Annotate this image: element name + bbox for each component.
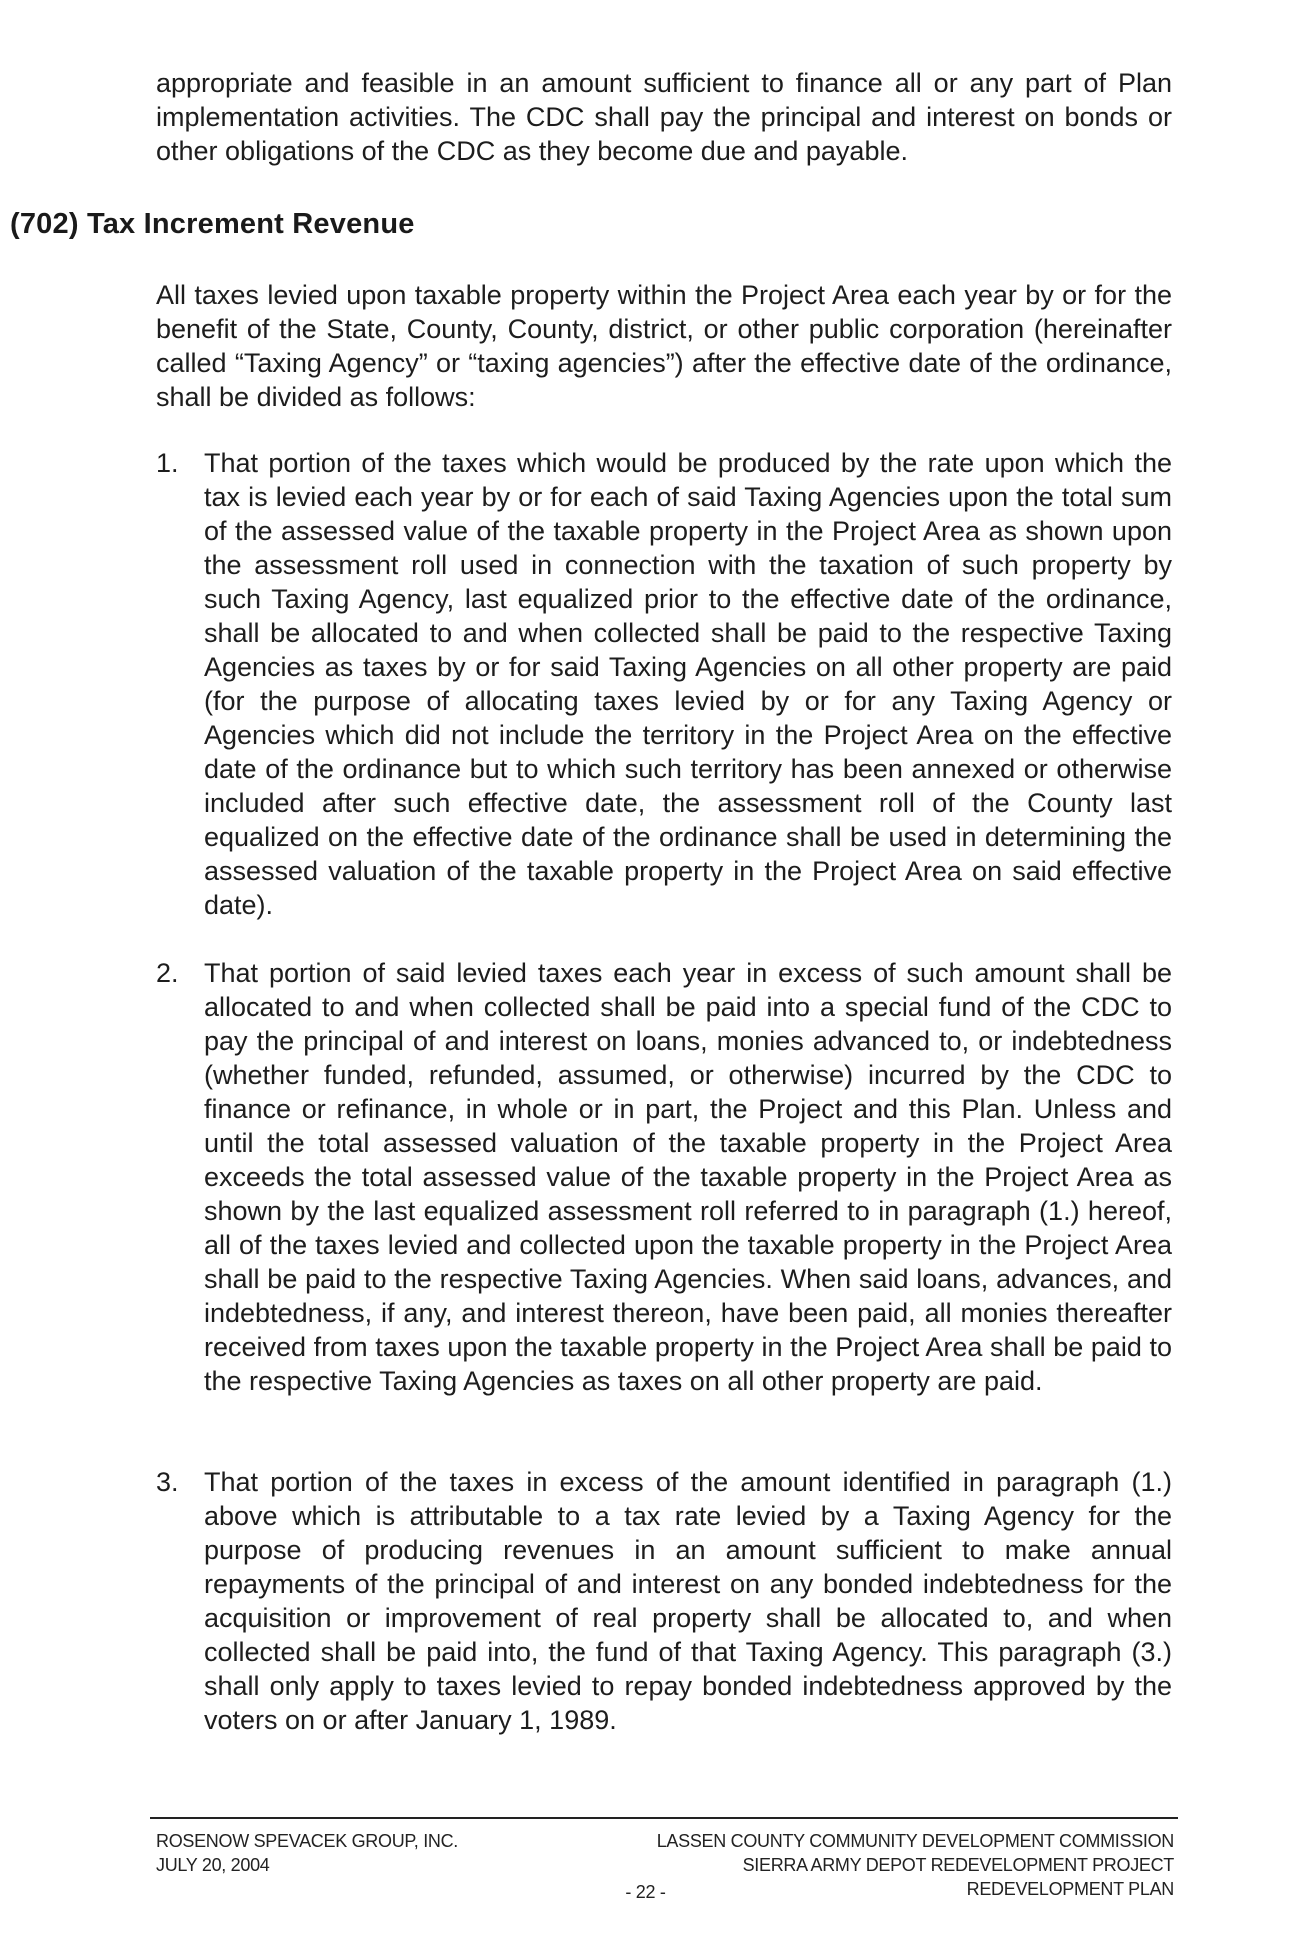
footer-plan: REDEVELOPMENT PLAN (966, 1879, 1174, 1899)
footer-project: SIERRA ARMY DEPOT REDEVELOPMENT PROJECT (742, 1855, 1174, 1875)
footer-divider (150, 1817, 1178, 1819)
footer-company: ROSENOW SPEVACEK GROUP, INC. (156, 1831, 458, 1851)
list-item-text: That portion of said levied taxes each year in excess of such amount shall be allocated to and when collected shall be paid into a special fund of the CDC to pay the principal of and interest on loans, monies advanced to, or indebtedness (whether funded, refunded, assumed, or otherwise) incurred by the CDC to finance or refinance, in whole or in part, the Project and this Plan. Unless and until the total assessed valuation of the taxable property in the Project Area exceeds the total assessed value of the taxable property in the Project Area as shown by the last equalized assessment roll referred to in paragraph (1.) hereof, all of the taxes levied and collected upon the taxable property in the Project Area shall be paid to the respective Taxing Agencies. When said loans, advances, and indebtedness, if any, and interest thereon, have been paid, all monies thereafter received from taxes upon the taxable property in the Project Area shall be paid to the respective Taxing Agencies as taxes on all other property are paid. (204, 958, 1172, 1396)
list-item-number: 3. (156, 1467, 179, 1497)
lead-paragraph: All taxes levied upon taxable property within the Project Area each year by or for the benefit of the State, County, County, district, or other public corporation (hereinafter called “Taxing Agency” or “taxing agencies”) after the effective date of the ordinance, shall be divided as follows: (156, 280, 1172, 412)
section-heading: (702) Tax Increment Revenue (10, 208, 415, 240)
list-item-text: That portion of the taxes which would be produced by the rate upon which the tax is levied each year by or for each of said Taxing Agencies upon the total sum of the assessed value of the taxable property in the Project Area as shown upon the assessment roll used in connection with the taxation of such property by such Taxing Agency, last equalized prior to the effective date of the ordinance, shall be allocated to and when collected shall be paid to the respective Taxing Agencies as taxes by or for said Taxing Agencies on all other property are paid (for the purpose of allocating taxes levied by or for any Taxing Agency or Agencies which did not include the territory in the Project Area on the effective date of the ordinance but to which such territory has been annexed or otherwise included after such effective date, the assessment roll of the County last equalized on the effective date of the ordinance shall be used in determining the assessed valuation of the taxable property in the Project Area on said effective date). (204, 448, 1172, 920)
list-item (156, 956, 1172, 1398)
list-item (156, 446, 1172, 922)
list-item-number: 2. (156, 958, 179, 988)
footer-left (156, 1829, 458, 1877)
intro-paragraph: appropriate and feasible in an amount sufficient to finance all or any part of Plan implementation activities. The CDC shall pay the principal and interest on bonds or other obligations of the CDC as they become due and payable. (156, 68, 1172, 166)
footer-date: JULY 20, 2004 (156, 1855, 270, 1875)
list-item (156, 1465, 1172, 1737)
list-item-text: That portion of the taxes in excess of the amount identified in paragraph (1.) above which is attributable to a tax rate levied by a Taxing Agency for the purpose of producing revenues in an amount sufficient to make annual repayments of the principal of and interest on any bonded indebtedness for the acquisition or improvement of real property shall be allocated to, and when collected shall be paid into, the fund of that Taxing Agency. This paragraph (3.) shall only apply to taxes levied to repay bonded indebtedness approved by the voters on or after January 1, 1989. (204, 1467, 1172, 1735)
page-number: - 22 - (625, 1882, 666, 1902)
footer-commission: LASSEN COUNTY COMMUNITY DEVELOPMENT COMMISSION (656, 1831, 1174, 1851)
list-item-number: 1. (156, 448, 179, 478)
